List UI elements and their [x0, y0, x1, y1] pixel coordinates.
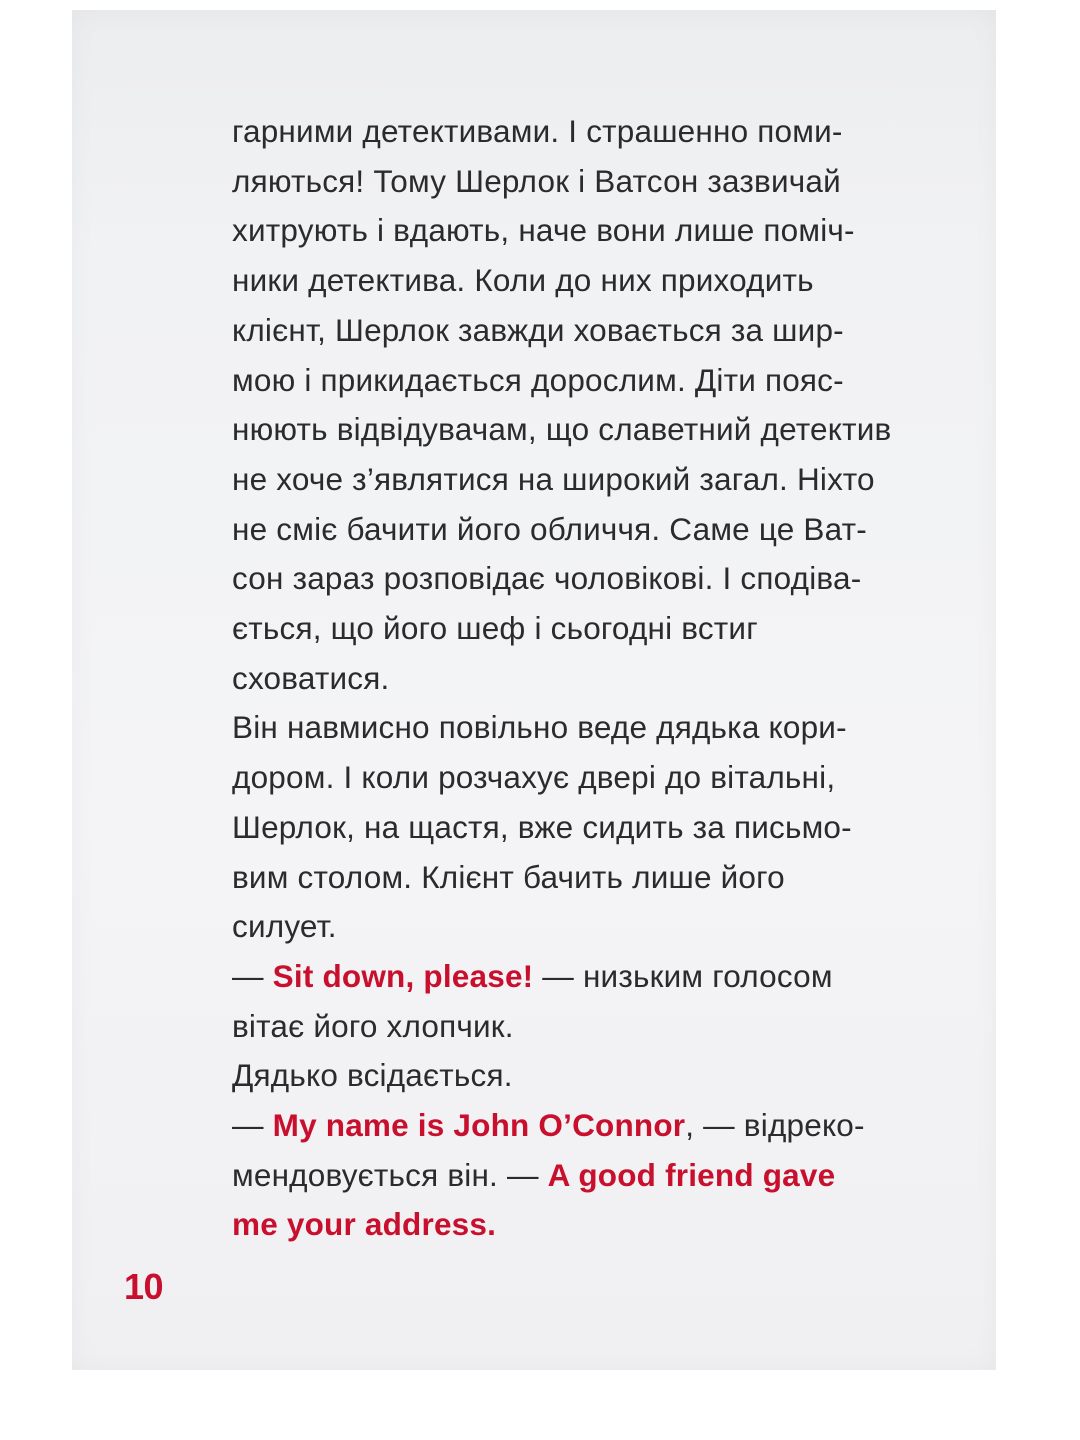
text-line-14: дором. І коли розчахує двері до вітальні,	[232, 759, 836, 796]
text-line-4: ники детектива. Коли до них приходить	[232, 262, 814, 299]
dialogue-line-2: вітає його хлопчик.	[232, 1007, 514, 1044]
dialogue-line-1	[232, 952, 932, 1002]
dialogue-dash: —	[232, 1107, 273, 1144]
text-line-15: Шерлок, на щастя, вже сидить за письмо-	[232, 808, 852, 845]
text-line-2: ляються! Тому Шерлок і Ватсон зазвичай	[232, 162, 841, 199]
text-line-7: нюють відвідувачам, що славетний детектив	[232, 411, 892, 448]
page-number: 10	[124, 1266, 164, 1307]
dialogue-rest: — низьким голосом	[533, 957, 833, 994]
text-line-13: Він навмисно повільно веде дядька кори-	[232, 709, 847, 746]
dialogue-dash: —	[232, 957, 273, 994]
text-line-3: хитрують і вдають, наче вони лише поміч-	[232, 212, 855, 249]
text-line-1: гарними детективами. І страшенно поми-	[232, 113, 843, 149]
english-phrase: Sit down, please!	[272, 957, 534, 994]
text-line-12: сховатися.	[232, 659, 390, 696]
dialogue-rest: , — відреко-	[685, 1107, 865, 1144]
text-line-10: сон зараз розповідає чоловікові. І сподіва-	[232, 560, 862, 597]
english-phrase: My name is John O’Connor	[272, 1107, 686, 1144]
text-line-11: ється, що його шеф і сьогодні встиг	[232, 610, 758, 647]
text-line-9: не сміє бачити його обличчя. Саме це Ват-	[232, 510, 867, 547]
dialogue-line-3: Дядько всідається.	[232, 1057, 513, 1094]
book-page	[72, 10, 996, 1370]
dialogue-line-4	[232, 1101, 932, 1151]
body-text	[232, 107, 932, 1250]
text-line-6: мою і прикидається дорослим. Діти пояс-	[232, 361, 844, 398]
english-phrase: A good friend gave	[547, 1156, 836, 1193]
dialogue-text: мендовується він. —	[232, 1156, 548, 1193]
text-line-8: не хоче з’являтися на широкий загал. Ніхто	[232, 460, 875, 497]
text-line-16: вим столом. Клієнт бачить лише його	[232, 858, 785, 895]
dialogue-line-6	[232, 1200, 932, 1250]
text-line-5: клієнт, Шерлок завжди ховається за шир-	[232, 311, 844, 348]
english-phrase: me your address.	[232, 1206, 497, 1243]
dialogue-line-5	[232, 1151, 932, 1201]
text-line-17: силует.	[232, 908, 337, 945]
